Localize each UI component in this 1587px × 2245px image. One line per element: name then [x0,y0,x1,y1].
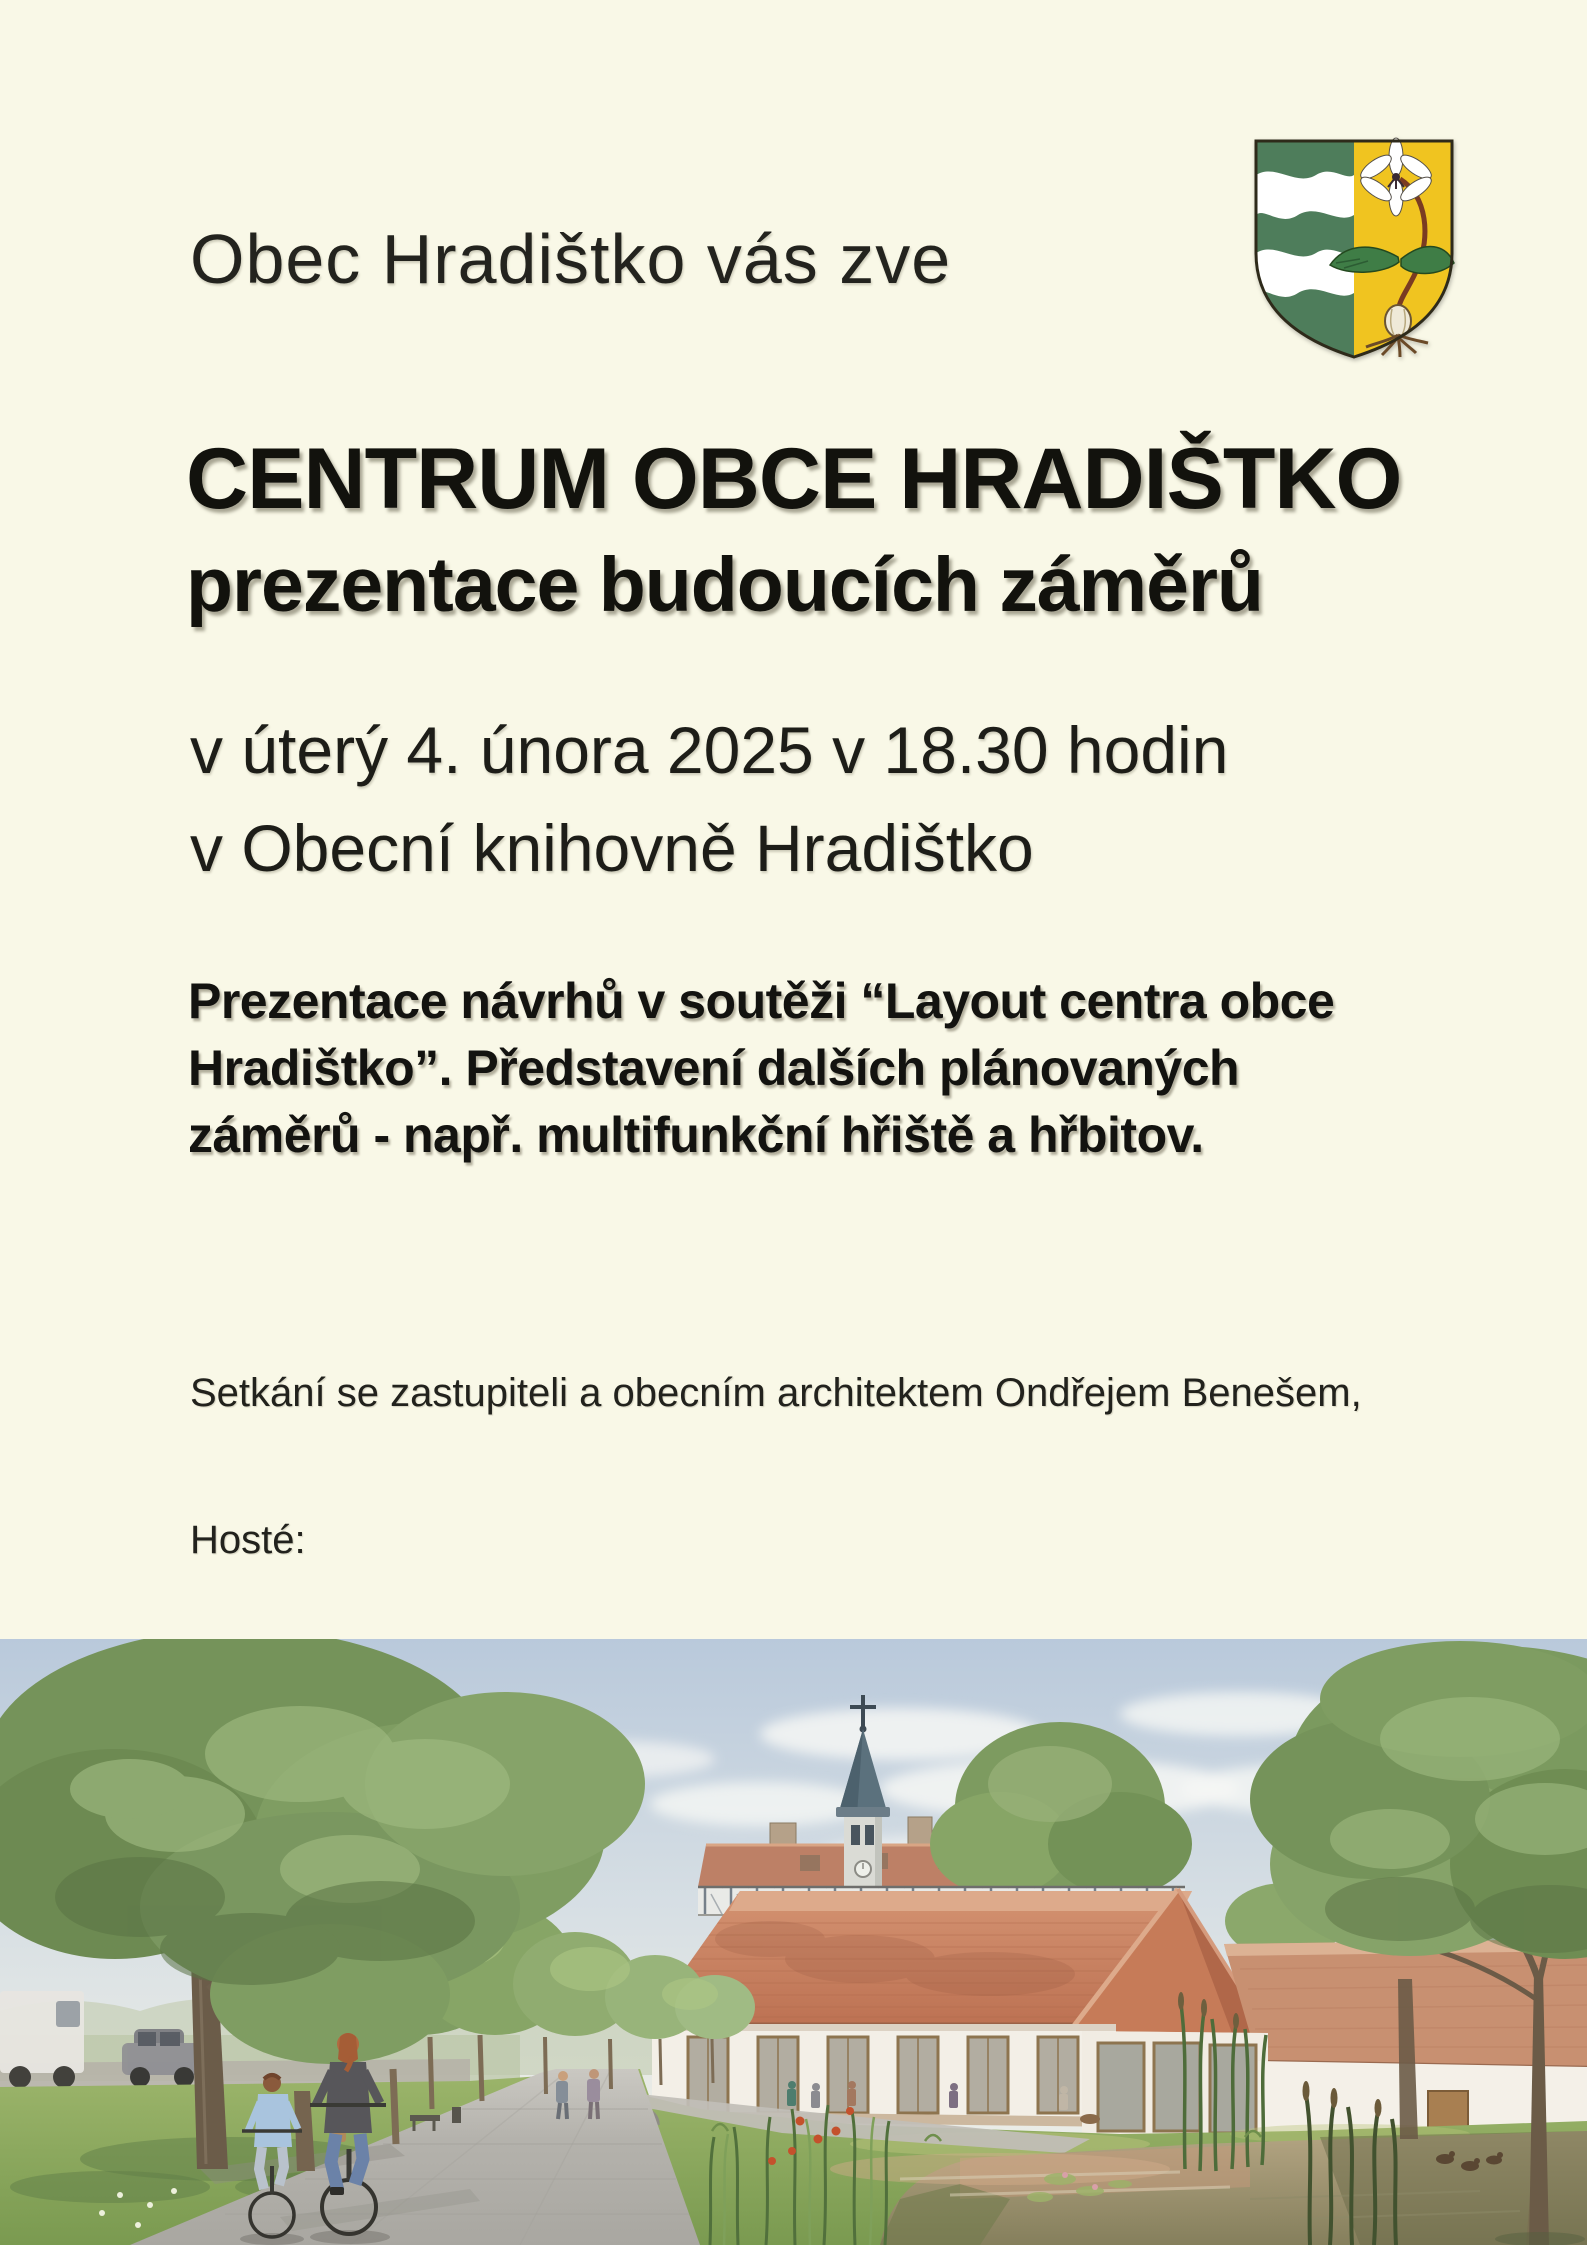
shield-wave-1 [1256,172,1354,219]
event-title: CENTRUM OBCE HRADIŠTKO [186,431,1402,527]
event-subtitle: prezentace budoucích záměrů [186,542,1263,628]
description-line: záměrů - např. multifunkční hřiště a hřbitov. [188,1107,1204,1163]
village-render-photo [0,1639,1587,2245]
description-line: Prezentace návrhů v soutěži “Layout centra obce [188,973,1335,1029]
event-datetime: v úterý 4. února 2025 v 18.30 hodin [190,713,1229,787]
details-line: Hosté: [190,1518,306,1562]
coat-of-arms [1248,135,1460,363]
event-venue: v Obecní knihovně Hradištko [190,811,1034,885]
details-line: Setkání se zastupiteli a obecním architektem Ondřejem Benešem, [190,1371,1362,1415]
invite-line: Obec Hradištko vás zve [190,220,952,298]
description-line: Hradištko”. Představení dalších plánovaných [188,1040,1240,1096]
event-description [188,968,1334,1169]
